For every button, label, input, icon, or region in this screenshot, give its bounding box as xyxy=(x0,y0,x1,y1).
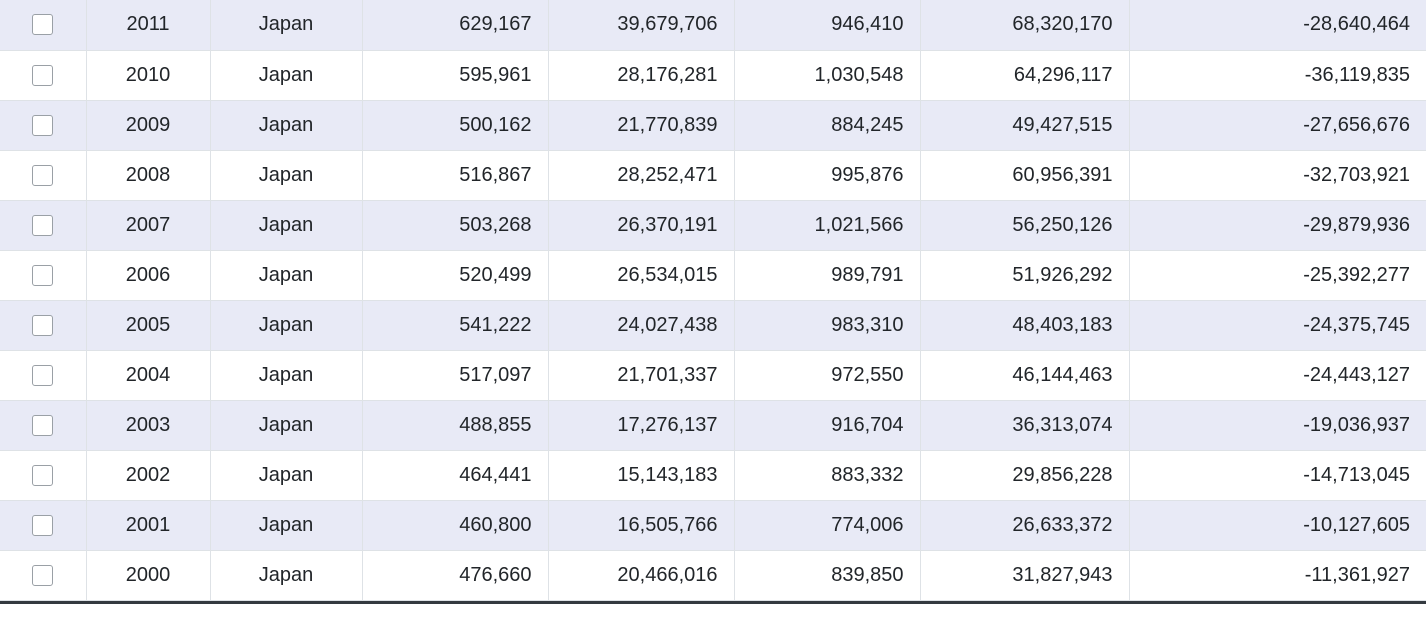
cell-year: 2006 xyxy=(86,250,210,300)
row-select-cell[interactable] xyxy=(0,450,86,500)
cell-value1: 464,441 xyxy=(362,450,548,500)
cell-value3: 883,332 xyxy=(734,450,920,500)
cell-value4: 36,313,074 xyxy=(920,400,1129,450)
row-select-cell[interactable] xyxy=(0,50,86,100)
cell-value1: 488,855 xyxy=(362,400,548,450)
cell-value3: 1,030,548 xyxy=(734,50,920,100)
table-row[interactable] xyxy=(0,500,1426,550)
cell-value2: 28,252,471 xyxy=(548,150,734,200)
cell-value4: 48,403,183 xyxy=(920,300,1129,350)
cell-value2: 24,027,438 xyxy=(548,300,734,350)
table-row[interactable] xyxy=(0,150,1426,200)
cell-value1: 517,097 xyxy=(362,350,548,400)
cell-value4: 56,250,126 xyxy=(920,200,1129,250)
cell-value5: -11,361,927 xyxy=(1129,550,1426,600)
table-row[interactable] xyxy=(0,100,1426,150)
cell-value5: -29,879,936 xyxy=(1129,200,1426,250)
cell-value2: 26,534,015 xyxy=(548,250,734,300)
cell-value2: 39,679,706 xyxy=(548,0,734,50)
cell-year: 2010 xyxy=(86,50,210,100)
cell-value2: 17,276,137 xyxy=(548,400,734,450)
cell-value5: -32,703,921 xyxy=(1129,150,1426,200)
row-select-checkbox[interactable] xyxy=(32,115,53,136)
row-select-cell[interactable] xyxy=(0,350,86,400)
cell-country: Japan xyxy=(210,0,362,50)
table-row[interactable] xyxy=(0,250,1426,300)
row-select-cell[interactable] xyxy=(0,550,86,600)
cell-country: Japan xyxy=(210,300,362,350)
cell-value4: 26,633,372 xyxy=(920,500,1129,550)
cell-value4: 60,956,391 xyxy=(920,150,1129,200)
row-select-checkbox[interactable] xyxy=(32,465,53,486)
table-row[interactable] xyxy=(0,550,1426,600)
cell-country: Japan xyxy=(210,250,362,300)
cell-country: Japan xyxy=(210,50,362,100)
row-select-checkbox[interactable] xyxy=(32,415,53,436)
cell-country: Japan xyxy=(210,100,362,150)
cell-year: 2007 xyxy=(86,200,210,250)
row-select-checkbox[interactable] xyxy=(32,565,53,586)
cell-country: Japan xyxy=(210,550,362,600)
cell-value1: 503,268 xyxy=(362,200,548,250)
row-select-cell[interactable] xyxy=(0,200,86,250)
cell-year: 2005 xyxy=(86,300,210,350)
cell-year: 2008 xyxy=(86,150,210,200)
cell-value1: 516,867 xyxy=(362,150,548,200)
cell-value2: 28,176,281 xyxy=(548,50,734,100)
cell-value1: 520,499 xyxy=(362,250,548,300)
cell-value1: 460,800 xyxy=(362,500,548,550)
cell-year: 2009 xyxy=(86,100,210,150)
cell-value2: 26,370,191 xyxy=(548,200,734,250)
cell-value5: -28,640,464 xyxy=(1129,0,1426,50)
cell-value3: 946,410 xyxy=(734,0,920,50)
cell-year: 2000 xyxy=(86,550,210,600)
row-select-checkbox[interactable] xyxy=(32,165,53,186)
cell-country: Japan xyxy=(210,500,362,550)
cell-value1: 476,660 xyxy=(362,550,548,600)
table-row[interactable] xyxy=(0,400,1426,450)
cell-value3: 774,006 xyxy=(734,500,920,550)
row-select-checkbox[interactable] xyxy=(32,265,53,286)
cell-value3: 1,021,566 xyxy=(734,200,920,250)
cell-value1: 595,961 xyxy=(362,50,548,100)
row-select-cell[interactable] xyxy=(0,150,86,200)
cell-year: 2011 xyxy=(86,0,210,50)
table-row[interactable] xyxy=(0,200,1426,250)
row-select-cell[interactable] xyxy=(0,300,86,350)
cell-value1: 500,162 xyxy=(362,100,548,150)
cell-year: 2001 xyxy=(86,500,210,550)
cell-value4: 68,320,170 xyxy=(920,0,1129,50)
cell-value4: 29,856,228 xyxy=(920,450,1129,500)
table-row[interactable] xyxy=(0,350,1426,400)
row-select-cell[interactable] xyxy=(0,250,86,300)
table-row[interactable] xyxy=(0,50,1426,100)
cell-value2: 21,701,337 xyxy=(548,350,734,400)
cell-value2: 16,505,766 xyxy=(548,500,734,550)
cell-value5: -19,036,937 xyxy=(1129,400,1426,450)
cell-year: 2002 xyxy=(86,450,210,500)
cell-value4: 51,926,292 xyxy=(920,250,1129,300)
table-row[interactable] xyxy=(0,0,1426,50)
row-select-checkbox[interactable] xyxy=(32,515,53,536)
cell-value3: 995,876 xyxy=(734,150,920,200)
cell-country: Japan xyxy=(210,400,362,450)
cell-country: Japan xyxy=(210,450,362,500)
table-row[interactable] xyxy=(0,450,1426,500)
row-select-cell[interactable] xyxy=(0,500,86,550)
row-select-cell[interactable] xyxy=(0,100,86,150)
cell-country: Japan xyxy=(210,350,362,400)
cell-value3: 983,310 xyxy=(734,300,920,350)
cell-value2: 21,770,839 xyxy=(548,100,734,150)
cell-value5: -25,392,277 xyxy=(1129,250,1426,300)
cell-year: 2003 xyxy=(86,400,210,450)
cell-value3: 989,791 xyxy=(734,250,920,300)
row-select-checkbox[interactable] xyxy=(32,215,53,236)
cell-value3: 839,850 xyxy=(734,550,920,600)
row-select-checkbox[interactable] xyxy=(32,65,53,86)
row-select-checkbox[interactable] xyxy=(32,14,53,35)
cell-value2: 15,143,183 xyxy=(548,450,734,500)
cell-value4: 46,144,463 xyxy=(920,350,1129,400)
cell-value5: -36,119,835 xyxy=(1129,50,1426,100)
cell-value3: 972,550 xyxy=(734,350,920,400)
cell-value4: 64,296,117 xyxy=(920,50,1129,100)
row-select-checkbox[interactable] xyxy=(32,365,53,386)
cell-country: Japan xyxy=(210,200,362,250)
cell-value4: 49,427,515 xyxy=(920,100,1129,150)
cell-country: Japan xyxy=(210,150,362,200)
cell-value4: 31,827,943 xyxy=(920,550,1129,600)
cell-value5: -10,127,605 xyxy=(1129,500,1426,550)
table-row[interactable] xyxy=(0,300,1426,350)
cell-value1: 541,222 xyxy=(362,300,548,350)
cell-value3: 884,245 xyxy=(734,100,920,150)
table-bottom-rule xyxy=(0,601,1426,604)
cell-value5: -24,375,745 xyxy=(1129,300,1426,350)
cell-value5: -14,713,045 xyxy=(1129,450,1426,500)
row-select-checkbox[interactable] xyxy=(32,315,53,336)
cell-value2: 20,466,016 xyxy=(548,550,734,600)
row-select-cell[interactable] xyxy=(0,0,86,50)
cell-value3: 916,704 xyxy=(734,400,920,450)
row-select-cell[interactable] xyxy=(0,400,86,450)
cell-value5: -27,656,676 xyxy=(1129,100,1426,150)
cell-value5: -24,443,127 xyxy=(1129,350,1426,400)
cell-value1: 629,167 xyxy=(362,0,548,50)
cell-year: 2004 xyxy=(86,350,210,400)
